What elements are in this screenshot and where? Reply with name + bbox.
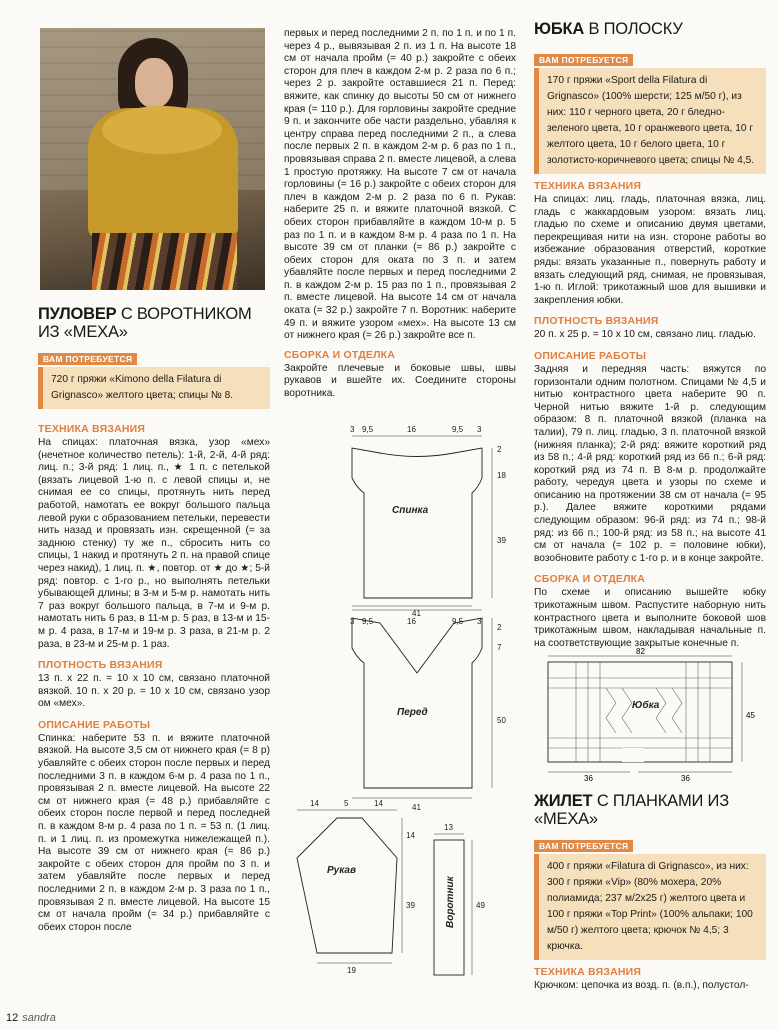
skirt-dim-bottom-1: 36 [584, 774, 593, 783]
front-dim-5: 3 [477, 617, 482, 626]
work-text: Спинка: наберите 53 п. и вяжите платочной вязкой. На высоте 3,5 см от нижнего края (= 8 р) убавляйте с обеих сторон после первых и перед последними 3 п. в каждом 6-м р. 4 раза по 1 п., провязывая 2 п. вместе лицевой. На высоте 22 см от нижнего края (= 48 р.) прибавляйте с обеих сторон после первой и перед последней п. в каждом 8-м р. 4 раза по 1 п. = 53 п. (1 лиц. п. и 1 лиц. п. из промежутка нижележащей п.). На высоте 39 см от нижнего края (= 86 р.) закройте с обеих сторон для пройм по 3 п. и затем убавляйте после первых и перед последними 2 п. в каждом 2-м р. 3 раза по 1 п., провязывая 2 п. вместе лицевой. На высоте 15 см от начала пройм (= 34 р.) прибавляйте с обеих сторон после [38, 732, 270, 933]
back-dim-5: 3 [477, 425, 482, 434]
front-dim-2: 9,5 [362, 617, 374, 626]
materials-box: 720 г пряжи «Kimono della Filatura di Grignasco» желтого цвета; спицы № 8. [38, 367, 270, 409]
front-dim-bottom: 41 [412, 803, 421, 812]
back-label: Спинка [392, 505, 429, 516]
sleeve-dim-3: 14 [374, 799, 383, 808]
pullover-title: ПУЛОВЕР С ВОРОТНИКОМ ИЗ «МЕХА» [38, 305, 252, 341]
collar-label: Воротник [445, 876, 456, 928]
page-footer [6, 1012, 56, 1024]
technique-heading: ТЕХНИКА ВЯЗАНИЯ [38, 423, 146, 435]
skirt-work-text: Задняя и передняя часть: вяжутся по горизонтали одним полотном. Спицами № 4,5 и нитью контрастного цвета наберите 90 п. Черной нитью вяжите 1-й р. следующим образом: 8 п. платочной вязкой (планка на талии), 79 п. лиц. гладью, 3 п. платочной вязкой (нижняя планка); 2-й ряд: вяжите короткий ряд из 58 п.; 4-й ряд: короткий ряд из 66 п.; 6-й ряд: короткий ряд из 74 п. В 8-м р. продолжайте работу, чередуя цвета и узоры по схеме и описанию на протяжении 38 см от начала (= 95 р.). Далее вяжите короткими рядами следующим образом: 96-й ряд: из 74 п.; 98-й ряд: из 66 п.; 100-й ряд: из 58 п.; на высоте 41 см от начала (= 102 р. = половине юбки), возобновите работу с 1-го р. и в конце закройте. [534, 363, 766, 564]
skirt-dim-top: 82 [636, 648, 645, 656]
vest-technique-text: Крючком: цепочка из возд. п. (в.п.), полустол- [534, 980, 749, 991]
skirt-work-heading: ОПИСАНИЕ РАБОТЫ [534, 349, 647, 362]
work-text-continued: первых и перед последними 2 п. по 1 п. и по 1 п. через 4 р., вывязывая 2 п. из 1 п. На высоте 18 см от начала пройм (= 40 р.) закройте с обеих сторон для плеч в каждом 2-м р. 2 раза по 6 п.; через 2 р. закройте оставшиеся 21 п. Перед: вяжите, как спинку до высоты 50 см от нижнего края (= 110 р.). Для горловины закройте средние 9 п. и закончите обе части раздельно, убавляя к центру справа перед последними 2 п., а слева после первых 2 п. в каждом 2-м р. 6 раз по 1 п., провязывая справа 2 п. вместе лицевой, а слева 1 простую протяжку. На высоте 7 см от начала горловины (= 16 р.) закройте с обеих сторон для плеч в каждом 2-м р. 2 раза по 6 п. Рукав: наберите 25 п. и вяжите платочной вязкой. С обеих сторон прибавляйте в каждом 10-м р. 5 раз по 1 п. и в каждом 8-м р. 4 раза по 1 п. На высоте 39 см от планки (= 86 р.) закройте с обеих сторон для оката по 3 п. и затем убавляйте после первых и перед последними 2 п. в каждом 2-м р. 15 раз по 1 п., провязывая 2 п. вместе лицевой. На высоте 14 см от начала оката (= 32 р.) закройте 7 п. Воротник: наберите 49 п. и вяжите узором «мех». На высоте 13 см от нижнего края (= 26 р.) закройте все п. [284, 28, 516, 342]
collar-dim-top: 13 [444, 823, 453, 832]
density-text: 13 п. х 22 п. = 10 х 10 см, связано платочной вязкой. 10 п. х 20 р. = 10 х 10 см, связано узор ом «мех». [38, 673, 270, 710]
front-shape [352, 618, 482, 788]
front-dim-1: 3 [350, 617, 355, 626]
skirt-assembly-text: По схеме и описанию вышейте юбку трикотажным швом. Распустите наборную нить контрастного цвета и выполните боковой шов трикотажным швом, накладывая начальные п. на соответствующие закрытые конечные п. [534, 587, 766, 649]
skirt-dim-bottom-2: 36 [681, 774, 690, 783]
sleeve-dim-bottom: 19 [347, 966, 356, 975]
skirt-label: Юбка [632, 700, 660, 711]
skirt-assembly-heading: СБОРКА И ОТДЕЛКА [534, 573, 646, 586]
skirt-density-heading: ПЛОТНОСТЬ ВЯЗАНИЯ [534, 315, 659, 328]
sleeve-dim-2: 5 [344, 799, 349, 808]
back-dim-2: 9,5 [362, 425, 374, 434]
sleeve-dim-1: 14 [310, 799, 319, 808]
assembly-text: Закройте плечевые и боковые швы, швы рукавов и вшейте их. Соедините стороны воротника. [284, 362, 516, 400]
need-label: ВАМ ПОТРЕБУЕТСЯ [38, 353, 137, 365]
front-label: Перед [397, 707, 428, 718]
skirt-materials-box: 170 г пряжи «Sport della Filatura di Grignasco» (100% шерсти; 125 м/50 г), из них: 110 г черного цвета, 20 г бледно-зеленого цвета, 10 г оранжевого цвета, 10 г желтого цвета, 10 г белого цвета, 10 г золотисто-коричневого цвета; спицы № 4,5. [534, 68, 766, 174]
back-dim-3: 16 [407, 425, 416, 434]
skirt-need-label: ВАМ ПОТРЕБУЕТСЯ [534, 54, 633, 66]
sleeve-shape [297, 818, 397, 953]
back-dim-r1: 2 [497, 445, 502, 454]
pullover-diagrams [282, 418, 522, 978]
model-photo [40, 28, 265, 290]
skirt-dim-right: 45 [746, 711, 755, 720]
skirt-density-text: 20 п. х 25 р. = 10 х 10 см, связано лиц. гладью. [534, 329, 756, 341]
front-dim-r1: 2 [497, 623, 502, 632]
sleeve-dim-r1: 14 [406, 831, 415, 840]
back-dim-r2: 18 [497, 471, 506, 480]
work-heading: ОПИСАНИЕ РАБОТЫ [38, 718, 151, 731]
front-dim-r2: 7 [497, 643, 502, 652]
back-dim-4: 9,5 [452, 425, 464, 434]
pullover-section [38, 305, 270, 934]
technique-text: На спицах: платочная вязка, узор «мех» (нечетное количество петель): 1-й, 2-й, 4-й ряд: лиц. п.; 3-й ряд: 1 лиц. п., ★ 1 п. с петелькой (вязать лицевой 1-ю п. с левой спицы и, не снимая ее со спицы, протянуть нить перед работой, намотать ее вокруг большого пальца левой руки с образованием петельки, перевести нить назад и провязать изн. скрещенной (= за заднюю стенку) ту же п., сбросить нить со спицы, 1 накид и протянуть 2 п. на правой спице через накид), 1 лиц. п. ★, повтор. от ★ до ★; 5-й ряд: повтор. с 1-го р., но выполнять петельки убывающей длины; в 3-м и 5-м р. намотать нить 7 раз вокруг большого пальца, в 7-м и 9-м р. намотать нить 6 раз, в 11-м р. 5 раз, в 13-м и 15-м р. 4 раза, в 17-м и 19-м р. 3 раза, в 21-м р. 2 раза, в 23-м и 25-м р. 1 раз. [38, 437, 270, 650]
front-dim-4: 9,5 [452, 617, 464, 626]
vest-materials-box: 400 г пряжи «Filatura di Grignasco», из них: 300 г пряжи «Vip» (80% мохера, 20% полиамида; 237 м/2х25 г) желтого цвета и 100 г пряжи «Top Print» (100% альпаки; 100 м/50 г) желтого цвета; крючок № 4,5; 3 крючка. [534, 854, 766, 960]
vest-need-label: ВАМ ПОТРЕБУЕТСЯ [534, 840, 633, 852]
skirt-section [534, 20, 766, 650]
density-heading: ПЛОТНОСТЬ ВЯЗАНИЯ [38, 659, 163, 672]
back-dim-1: 3 [350, 425, 355, 434]
collar-dim-right: 49 [476, 901, 485, 910]
front-dim-3: 16 [407, 617, 416, 626]
vest-technique-heading: ТЕХНИКА ВЯЗАНИЯ [534, 966, 642, 978]
back-shape [352, 448, 482, 598]
assembly-heading: СБОРКА И ОТДЕЛКА [284, 348, 396, 361]
skirt-technique-text: На спицах: лиц. гладь, платочная вязка, лиц. гладь с жаккардовым узором: вязать лиц. гладью по схеме и описанию двумя цветами, перекрещивая нити на изн. стороне работы во избежание образования отверстий, короткие ряды: вязать указанные п., повернуть работу и вязать следующий ряд, снимая, не провязывая, 1-ю п. Иглой: трикотажный шов для вышивки и закрепления юбки. [534, 194, 766, 306]
magazine-name: sandra [22, 1012, 56, 1024]
sleeve-dim-r2: 39 [406, 901, 415, 910]
front-dim-r3: 50 [497, 716, 506, 725]
sleeve-label: Рукав [327, 865, 357, 876]
skirt-title: ЮБКА В ПОЛОСКУ [534, 20, 683, 38]
vest-title: ЖИЛЕТ С ПЛАНКАМИ ИЗ «МЕХА» [534, 792, 729, 828]
vest-section [534, 792, 766, 993]
skirt-diagram [536, 648, 772, 786]
skirt-technique-heading: ТЕХНИКА ВЯЗАНИЯ [534, 180, 642, 192]
back-dim-r3: 39 [497, 536, 506, 545]
pullover-continued [284, 28, 516, 401]
page-number: 12 [6, 1012, 19, 1024]
back-dim-bottom: 41 [412, 609, 421, 618]
